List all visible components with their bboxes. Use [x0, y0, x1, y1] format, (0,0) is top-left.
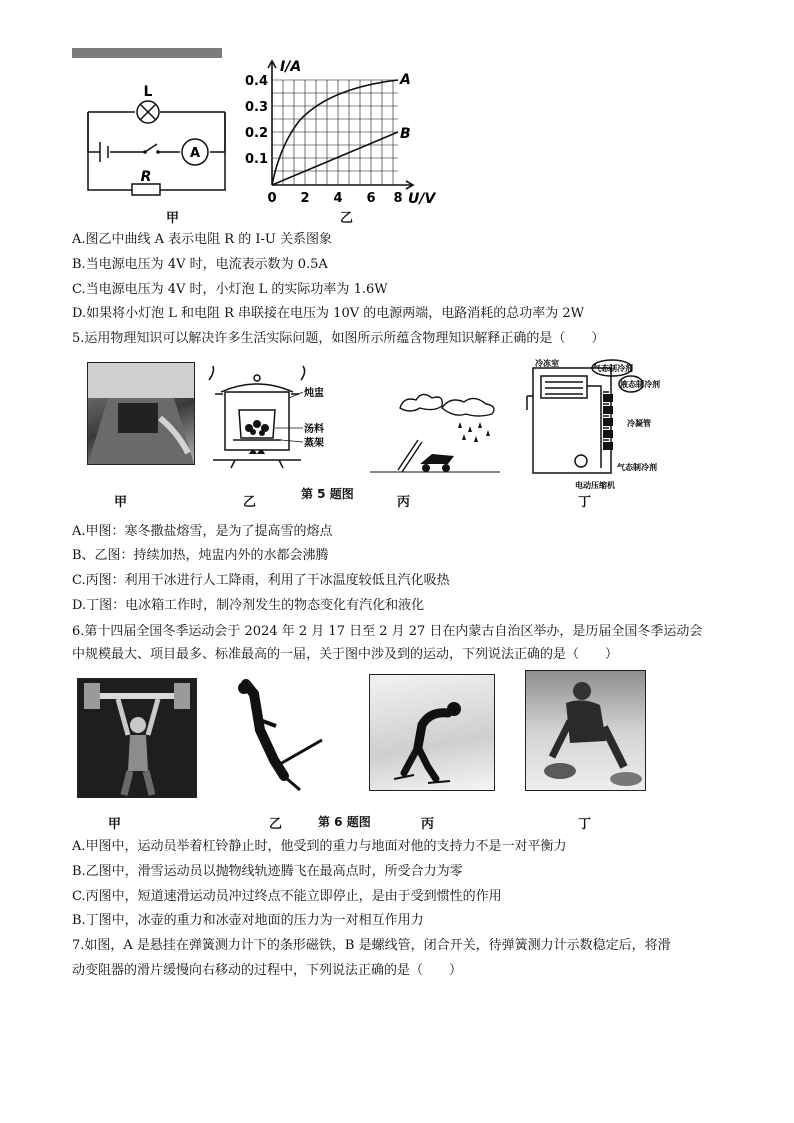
pot-label-zhengjia: 蒸架 — [304, 438, 324, 449]
q6-caption-bing: 丙 — [421, 817, 435, 832]
fridge-diagram — [523, 358, 683, 493]
q6-caption-ding: 丁 — [578, 817, 592, 832]
y-axis-label: I/A — [280, 59, 302, 75]
curve-b-label: B — [400, 126, 411, 142]
photo-weightlifter — [77, 678, 197, 798]
q6-option-c: C.丙图中，短道速滑运动员冲过终点不能立即停止，是由于受到惯性的作用 — [72, 889, 502, 904]
q5-figure-label: 第 5 题图 — [301, 487, 354, 501]
y-tick: 0.3 — [244, 100, 268, 115]
pot-label-tangliao: 汤料 — [304, 424, 324, 435]
q4-option-d: D.如果将小灯泡 L 和电阻 R 串联接在电压为 10V 的电源两端，电路消耗的总功率为 2W — [72, 306, 585, 321]
q5-caption-bing: 丙 — [397, 495, 411, 510]
figure-caption-yi: 乙 — [340, 211, 354, 226]
y-tick: 0.4 — [244, 74, 268, 89]
q7-stem-line2: 动变阻器的滑片缓慢向右移动的过程中，下列说法正确的是（ ） — [72, 963, 463, 978]
curve-a-label: A — [400, 72, 411, 88]
fridge-label-liquid: 液态制冷剂 — [620, 380, 660, 389]
iu-graph — [244, 50, 450, 220]
x-tick: 6 — [366, 191, 376, 206]
x-tick: 4 — [333, 191, 343, 206]
q6-option-b: B.乙图中，滑雪运动员以抛物线轨迹腾飞在最高点时，所受合力为零 — [72, 864, 463, 879]
x-axis-label: U/V — [408, 191, 436, 207]
resistor-label: R — [140, 169, 152, 185]
q6-caption-jia: 甲 — [108, 817, 122, 832]
lamp-label: L — [143, 84, 153, 100]
x-tick: 8 — [393, 191, 403, 206]
q6-stem-line2: 中规模最大、项目最多、标准最高的一届，关于图中涉及到的运动，下列说法正确的是（ ） — [72, 647, 619, 662]
q5-option-b: B、乙图：持续加热，炖盅内外的水都会沸腾 — [72, 548, 329, 563]
pot-label-dunzhong: 炖盅 — [304, 388, 324, 399]
q5-option-c: C.丙图：利用干冰进行人工降雨，利用了干冰温度较低且汽化吸热 — [72, 573, 450, 588]
fridge-label-gas-bottom: 气态制冷剂 — [617, 463, 657, 472]
q6-caption-yi: 乙 — [269, 817, 283, 832]
cloud-seeding-diagram — [370, 378, 510, 478]
q4-option-a: A.图乙中曲线 A 表示电阻 R 的 I-U 关系图象 — [72, 232, 332, 247]
y-tick: 0.1 — [244, 152, 268, 167]
fridge-label-compressor: 电动压缩机 — [575, 481, 615, 490]
q5-caption-jia: 甲 — [114, 495, 128, 510]
fridge-label-freezer: 冷冻室 — [535, 359, 559, 368]
photo-curling — [525, 670, 646, 791]
x-tick: 2 — [300, 191, 310, 206]
q5-option-d: D.丁图：电冰箱工作时，制冷剂发生的物态变化有汽化和液化 — [72, 598, 425, 613]
x-tick: 0 — [267, 191, 277, 206]
q6-option-d: B.丁图中，冰壶的重力和冰壶对地面的压力为一对相互作用力 — [72, 913, 424, 928]
y-tick: 0.2 — [244, 126, 268, 141]
figure-caption-jia: 甲 — [166, 211, 180, 226]
circuit-diagram — [70, 40, 250, 230]
q4-option-c: C.当电源电压为 4V 时，小灯泡 L 的实际功率为 1.6W — [72, 282, 388, 297]
q6-stem-line1: 6.第十四届全国冬季运动会于 2024 年 2 月 17 日至 2 月 27 日在内蒙古自治区举办，是历届全国冬季运动会 — [72, 624, 703, 639]
curve-b — [272, 132, 398, 185]
fridge-label-condenser: 冷凝管 — [627, 419, 651, 428]
q5-stem: 5.运用物理知识可以解决许多生活实际问题，如图所示所蕴含物理知识解释正确的是（ ） — [72, 331, 605, 346]
q7-stem-line1: 7.如图，A 是悬挂在弹簧测力计下的条形磁铁，B 是螺线管，闭合开关，待弹簧测力计示数稳定后，将滑 — [72, 938, 671, 953]
q6-option-a: A.甲图中，运动员举着杠铃静止时，他受到的重力与地面对他的支持力不是一对平衡力 — [72, 839, 567, 854]
q6-figure-label: 第 6 题图 — [318, 815, 371, 829]
q5-option-a: A.甲图：寒冬撒盐熔雪，是为了提高雪的熔点 — [72, 524, 333, 539]
stew-pot-diagram — [205, 370, 335, 470]
q5-caption-yi: 乙 — [243, 495, 257, 510]
fridge-label-gas-top: 气态制冷剂 — [593, 364, 633, 373]
ammeter-label: A — [189, 146, 201, 161]
photo-aerial-skier — [230, 680, 330, 790]
q4-option-b: B.当电源电压为 4V 时，电流表示数为 0.5A — [72, 257, 328, 272]
curve-a — [272, 80, 398, 185]
q5-caption-ding: 丁 — [578, 495, 592, 510]
photo-speed-skater — [369, 674, 495, 791]
photo-salt-snow — [87, 362, 195, 465]
